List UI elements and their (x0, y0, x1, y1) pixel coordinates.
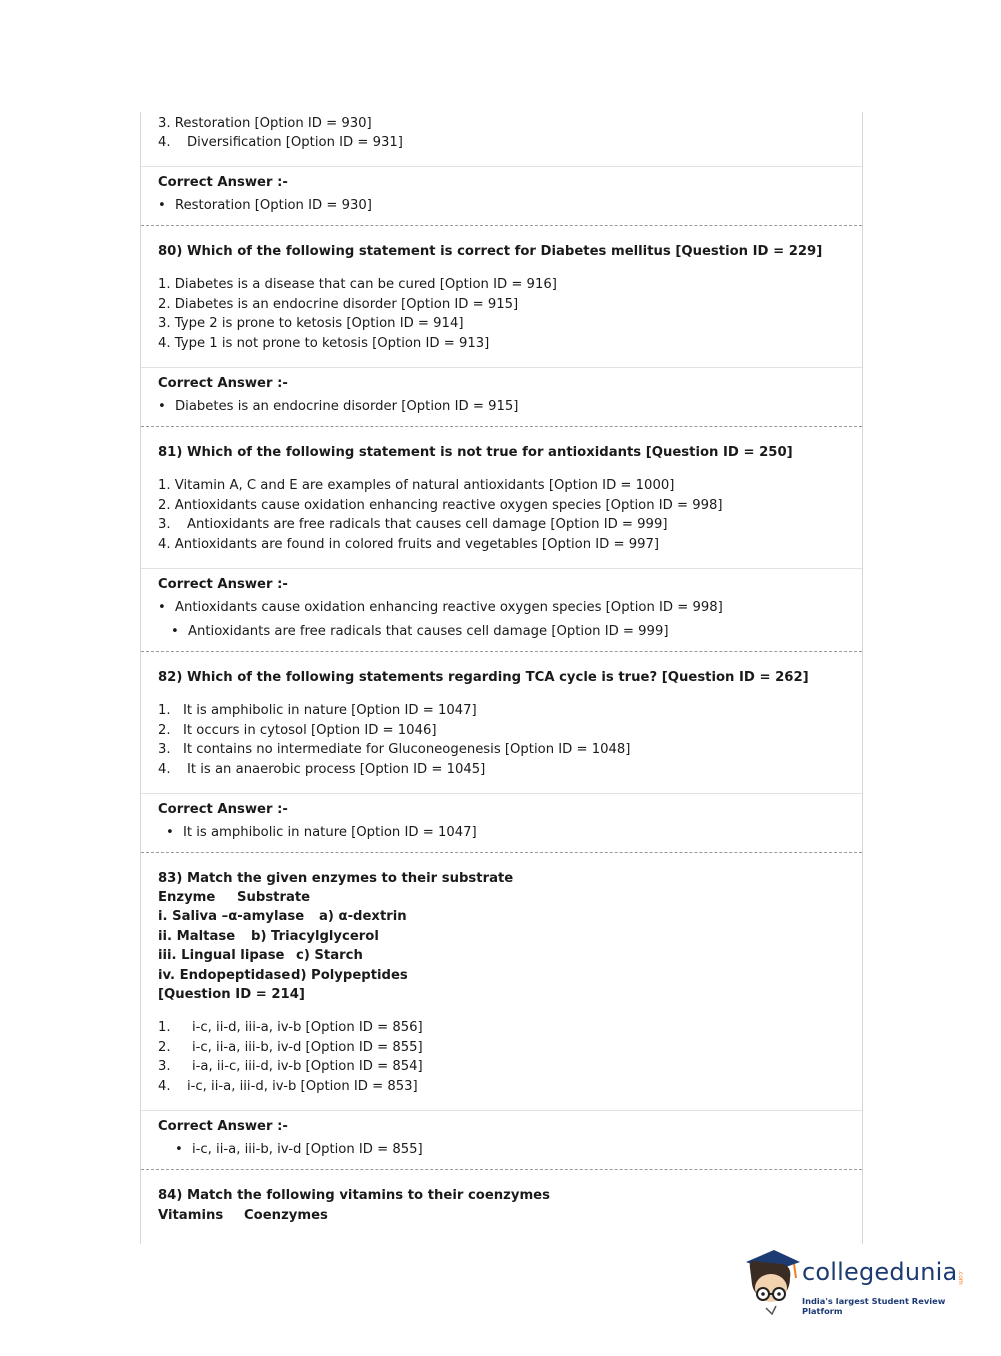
q80-option-3: 3. Type 2 is prone to ketosis [Option ID = 914] (158, 316, 464, 331)
q82-answer-label: Correct Answer :- (158, 802, 288, 817)
q83-row-2-left: ii. Maltase (158, 929, 236, 944)
q82-option-1: It is amphibolic in nature [Option ID = 1047] (183, 703, 477, 718)
q83-option-4-number: 4. (158, 1079, 171, 1094)
collegedunia-logo[interactable] (742, 1248, 972, 1318)
q82-option-3: It contains no intermediate for Gluconeogenesis [Option ID = 1048] (183, 742, 631, 757)
q82-answer: • It is amphibolic in nature [Option ID = 1047] (183, 824, 477, 842)
q80-question: 80) Which of the following statement is correct for Diabetes mellitus [Question ID = 229] (158, 244, 823, 259)
q83-option-2: i-c, ii-a, iii-b, iv-d [Option ID = 855] (192, 1040, 423, 1055)
mascot-icon (742, 1248, 802, 1318)
q83-row-2-right: b) Triacylglycerol (251, 929, 379, 944)
logo-tagline: India's largest Student Review Platform (802, 1296, 946, 1316)
q83-answer: • i-c, ii-a, iii-b, iv-d [Option ID = 855] (192, 1141, 423, 1159)
question-separator (141, 651, 862, 652)
q83-row-4-right: d) Polypeptides (291, 968, 408, 983)
divider (141, 1110, 862, 1111)
question-separator (141, 426, 862, 427)
q82-option-2: It occurs in cytosol [Option ID = 1046] (183, 723, 437, 738)
q83-question-id: [Question ID = 214] (158, 987, 305, 1002)
q83-option-4: i-c, ii-a, iii-d, iv-b [Option ID = 853] (187, 1079, 418, 1094)
q79-option-3: 3. Restoration [Option ID = 930] (158, 116, 372, 131)
q83-column-header-enzyme: Enzyme (158, 890, 216, 905)
q81-option-4: 4. Antioxidants are found in colored fruits and vegetables [Option ID = 997] (158, 537, 660, 552)
q79-answer-label: Correct Answer :- (158, 175, 288, 190)
q83-option-1: i-c, ii-d, iii-a, iv-b [Option ID = 856] (192, 1020, 423, 1035)
q83-option-2-number: 2. (158, 1040, 171, 1055)
q83-row-1-right: a) α-dextrin (319, 909, 407, 924)
q82-option-1-number: 1. (158, 703, 171, 718)
q80-answer: • Diabetes is an endocrine disorder [Option ID = 915] (175, 398, 518, 416)
question-separator (141, 852, 862, 853)
q80-answer-label: Correct Answer :- (158, 376, 288, 391)
q82-option-3-number: 3. (158, 742, 171, 757)
q84-column-header-coenzymes: Coenzymes (244, 1208, 328, 1223)
divider (141, 166, 862, 167)
q83-row-3-left: iii. Lingual lipase (158, 948, 285, 963)
q83-question: 83) Match the given enzymes to their substrate (158, 871, 514, 886)
q82-option-2-number: 2. (158, 723, 171, 738)
divider (141, 568, 862, 569)
q80-option-1: 1. Diabetes is a disease that can be cured [Option ID = 916] (158, 277, 557, 292)
q84-column-header-vitamins: Vitamins (158, 1208, 224, 1223)
q79-option-4-number: 4. (158, 135, 171, 150)
q81-question: 81) Which of the following statement is not true for antioxidants [Question ID = 250] (158, 445, 793, 460)
question-separator (141, 1169, 862, 1170)
q82-option-4: It is an anaerobic process [Option ID = 1045] (187, 762, 486, 777)
question-sheet (140, 112, 863, 1244)
q83-option-1-number: 1. (158, 1020, 171, 1035)
q83-answer-label: Correct Answer :- (158, 1119, 288, 1134)
q81-answer-1: • Antioxidants cause oxidation enhancing reactive oxygen species [Option ID = 998] (175, 599, 723, 617)
logo-domain-suffix: .com (957, 1270, 964, 1285)
q81-option-3: Antioxidants are free radicals that causes cell damage [Option ID = 999] (187, 517, 668, 532)
q80-option-2: 2. Diabetes is an endocrine disorder [Option ID = 915] (158, 297, 519, 312)
divider (141, 793, 862, 794)
q82-option-4-number: 4. (158, 762, 171, 777)
q79-option-4: Diversification [Option ID = 931] (187, 135, 403, 150)
q83-option-3: i-a, ii-c, iii-d, iv-b [Option ID = 854] (192, 1059, 423, 1074)
q83-option-3-number: 3. (158, 1059, 171, 1074)
q83-row-1-left: i. Saliva –α-amylase (158, 909, 305, 924)
q81-option-1: 1. Vitamin A, C and E are examples of natural antioxidants [Option ID = 1000] (158, 478, 675, 493)
q81-answer-2: • Antioxidants are free radicals that causes cell damage [Option ID = 999] (188, 623, 669, 641)
q81-option-3-number: 3. (158, 517, 171, 532)
q83-row-4-left: iv. Endopeptidase (158, 968, 291, 983)
q83-column-header-substrate: Substrate (237, 890, 311, 905)
q84-question: 84) Match the following vitamins to their coenzymes (158, 1188, 550, 1203)
q83-row-3-right: c) Starch (296, 948, 363, 963)
q82-question: 82) Which of the following statements regarding TCA cycle is true? [Question ID = 262] (158, 670, 809, 685)
divider (141, 367, 862, 368)
q79-answer: • Restoration [Option ID = 930] (175, 197, 372, 215)
question-separator (141, 225, 862, 226)
logo-wordmark: collegedunia (802, 1258, 958, 1286)
q81-option-2: 2. Antioxidants cause oxidation enhancing reactive oxygen species [Option ID = 998] (158, 498, 723, 513)
q80-option-4: 4. Type 1 is not prone to ketosis [Option ID = 913] (158, 336, 490, 351)
q81-answer-label: Correct Answer :- (158, 577, 288, 592)
